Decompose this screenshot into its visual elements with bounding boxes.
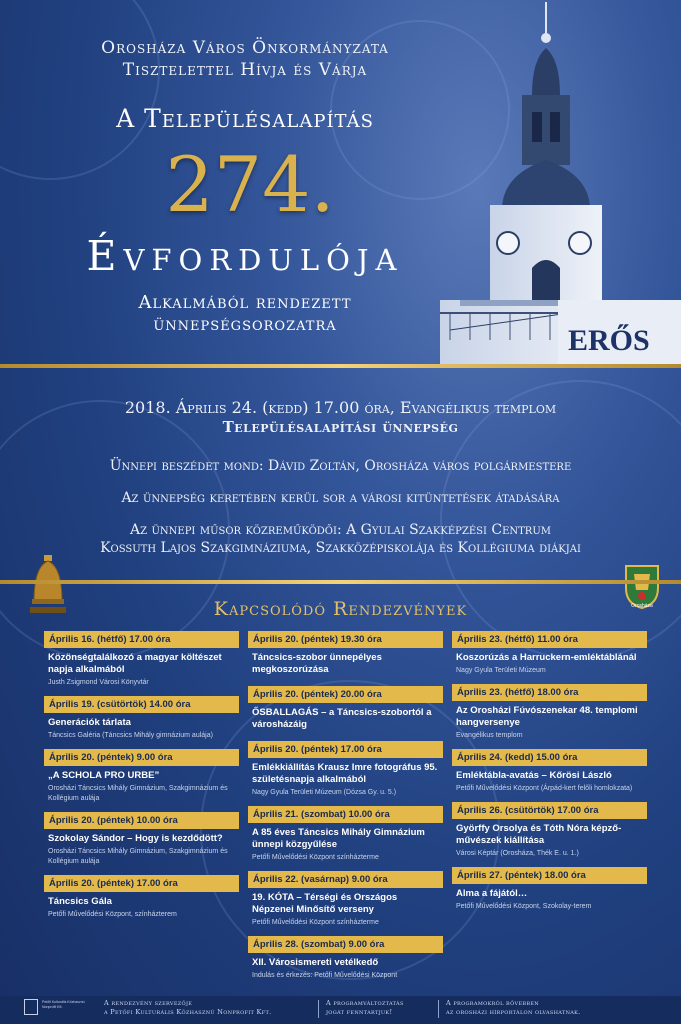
event-card [44,696,239,741]
event-location: Orosházi Táncsics Mihály Gimnázium, Szakgimnázium és Kollégium aulája [48,848,228,865]
event-card [248,686,443,733]
footer-separator [438,1000,439,1018]
event-location: Nagy Gyula Területi Múzeum [456,667,546,674]
event-card [248,631,443,678]
footer-changes [326,999,404,1017]
event-date: Április 19. (csütörtök) 14.00 óra [44,696,239,713]
event-date: Április 28. (szombat) 9.00 óra [248,936,443,953]
event-location [248,677,443,678]
event-date: Április 27. (péntek) 18.00 óra [452,867,647,884]
main-event-contributors-2: Kossuth Lajos Szakgimnáziuma, Szakközépiskolája és Kollégiuma diákjai [100,540,581,556]
main-event-speech: Ünnepi beszédet mond: Dávid Zoltán, Orosháza város polgármestere [109,458,572,474]
event-title: ŐSBALLAGÁS – a Táncsics-szobortól a városházáig [252,707,432,730]
event-card [44,631,239,688]
event-card [452,684,647,741]
gold-divider [0,364,681,368]
subtitle-line-1: Alkalmából rendezett [138,292,352,313]
event-location: Evangélikus templom [456,732,523,739]
event-title: Györffy Orsolya és Tóth Nóra képzőművészek kiállítása [456,823,622,846]
event-date: Április 26. (csütörtök) 17.00 óra [452,802,647,819]
event-title: XII. Városismereti vetélkedő [252,957,379,968]
event-date: Április 23. (hétfő) 11.00 óra [452,631,647,648]
event-title: Táncsics Gála [48,896,112,907]
event-title: „A SCHOLA PRO URBE” [48,770,160,781]
event-location: Táncsics Galéria (Táncsics Mihály gimnázium aulája) [48,732,213,739]
event-title: Koszorúzás a Harruckern-emléktáblánál [456,652,637,663]
footer-more-line-2: az orosházi hírportálon olvashatnak. [446,1008,581,1016]
footer-more-info [446,999,581,1017]
event-title: Emlékkiállítás Krausz Imre fotográfus 95. születésnapja alkalmából [252,762,438,785]
event-location: Petőfi Művelődési Központ (Árpád-kert felőli homlokzata) [456,785,633,792]
event-location: Petőfi Művelődési Központ, színházterem [48,911,177,918]
event-card [452,802,647,859]
footer-separator [318,1000,319,1018]
footer-changes-line-2: jogát fenntartjuk! [326,1008,393,1016]
footer-more-line-1: A programokról bővebben [446,999,539,1007]
events-column-2 [248,631,443,989]
subtitle-line-2: ünnepségsorozatra [153,314,337,335]
event-location: Városi Képtár (Orosháza, Thék E. u. 1.) [456,850,579,857]
event-card [248,741,443,798]
crest-label: Orosháza [631,603,653,609]
event-date: Április 16. (hétfő) 17.00 óra [44,631,239,648]
event-title: Emléktábla-avatás – Kőrösi László [456,770,612,781]
event-date: Április 21. (szombat) 10.00 óra [248,806,443,823]
footer-organizer-line-1: A rendezvény szervezője [104,999,193,1007]
event-title: Szokolay Sándor – Hogy is kezdődött? [48,833,223,844]
event-title: Az Orosházi Fúvószenekar 48. templomi hangversenye [456,705,638,728]
organizer-logo [24,999,38,1015]
event-card [44,875,239,920]
event-date: Április 20. (péntek) 9.00 óra [44,749,239,766]
event-title: Táncsics-szobor ünnepélyes megkoszorúzása [252,652,382,675]
event-title: Generációk tárlata [48,717,131,728]
subtitle [10,292,480,336]
event-location: Petőfi Művelődési Központ színházterme [252,854,379,861]
event-date: Április 20. (péntek) 19.30 óra [248,631,443,648]
organizer-logo-text: Petőfi Kulturális Közhasznú Nonprofit Kft. [42,1000,85,1009]
event-card [248,806,443,863]
building-sign: ERŐS [568,324,650,357]
event-location: Nagy Gyula Területi Múzeum (Dózsa Gy. u. 5.) [252,789,397,796]
event-date: Április 20. (péntek) 20.00 óra [248,686,443,703]
title-main: Évfordulója [86,232,404,280]
event-date: Április 20. (péntek) 10.00 óra [44,812,239,829]
event-date: Április 22. (vasárnap) 9.00 óra [248,871,443,888]
event-title: A 85 éves Táncsics Mihály Gimnázium ünnepi közgyűlése [252,827,425,850]
events-column-1 [44,631,239,928]
event-title: Közönségtalálkozó a magyar költészet napja alkalmából [48,652,222,675]
main-event-awards: Az ünnepség keretében kerül sor a városi kitüntetések átadására [121,490,560,506]
invite-line-2: Tisztelettel Hívja és Várja [122,60,368,80]
event-card [452,867,647,912]
footer-organizer-line-2: a Petőfi Kulturális Közhasznú Nonprofit Kft. [104,1008,272,1016]
invite-line-1: Orosháza Város Önkormányzata [101,38,389,58]
event-location: Justh Zsigmond Városi Könyvtár [48,679,149,686]
event-location: Petőfi Művelődési Központ színházterme [252,919,379,926]
title-pre: A Településalapítás [116,104,374,133]
event-card [44,749,239,804]
event-location: Indulás és érkezés: Petőfi Művelődési Központ [252,972,398,979]
gold-divider [0,580,681,584]
footer-changes-line-1: A programváltoztatás [326,999,404,1007]
event-location: Petőfi Művelődési Központ, Szokolay-terem [456,903,592,910]
main-event-datetime: 2018. Április 24. (kedd) 17.00 óra, Evangélikus templom [124,398,557,417]
event-title: 19. KÓTA – Térségi és Országos Népzenei Minősítő verseny [252,892,398,915]
header [0,0,681,368]
events-column-3 [452,631,647,920]
event-card [248,936,443,981]
church-tower-image [440,0,681,368]
event-card [452,631,647,676]
event-card [44,812,239,867]
event-date: Április 20. (péntek) 17.00 óra [44,875,239,892]
event-card [248,871,443,928]
anniversary-number: 274. [165,140,335,229]
main-event-name: Településalapítási ünnepség [222,418,459,436]
event-title: Alma a fájától… [456,888,528,899]
event-location: Orosházi Táncsics Mihály Gimnázium, Szakgimnázium és Kollégium aulája [48,785,228,802]
event-date: Április 23. (hétfő) 18.00 óra [452,684,647,701]
footer-organizer [104,999,271,1017]
main-event-contributors-1: Az ünnepi műsor közreműködői: A Gyulai Szakképzési Centrum [129,522,552,538]
event-date: Április 24. (kedd) 15.00 óra [452,749,647,766]
event-date: Április 20. (péntek) 17.00 óra [248,741,443,758]
event-location [248,732,443,733]
related-heading: Kapcsolódó Rendezvények [213,598,468,620]
event-card [452,749,647,794]
